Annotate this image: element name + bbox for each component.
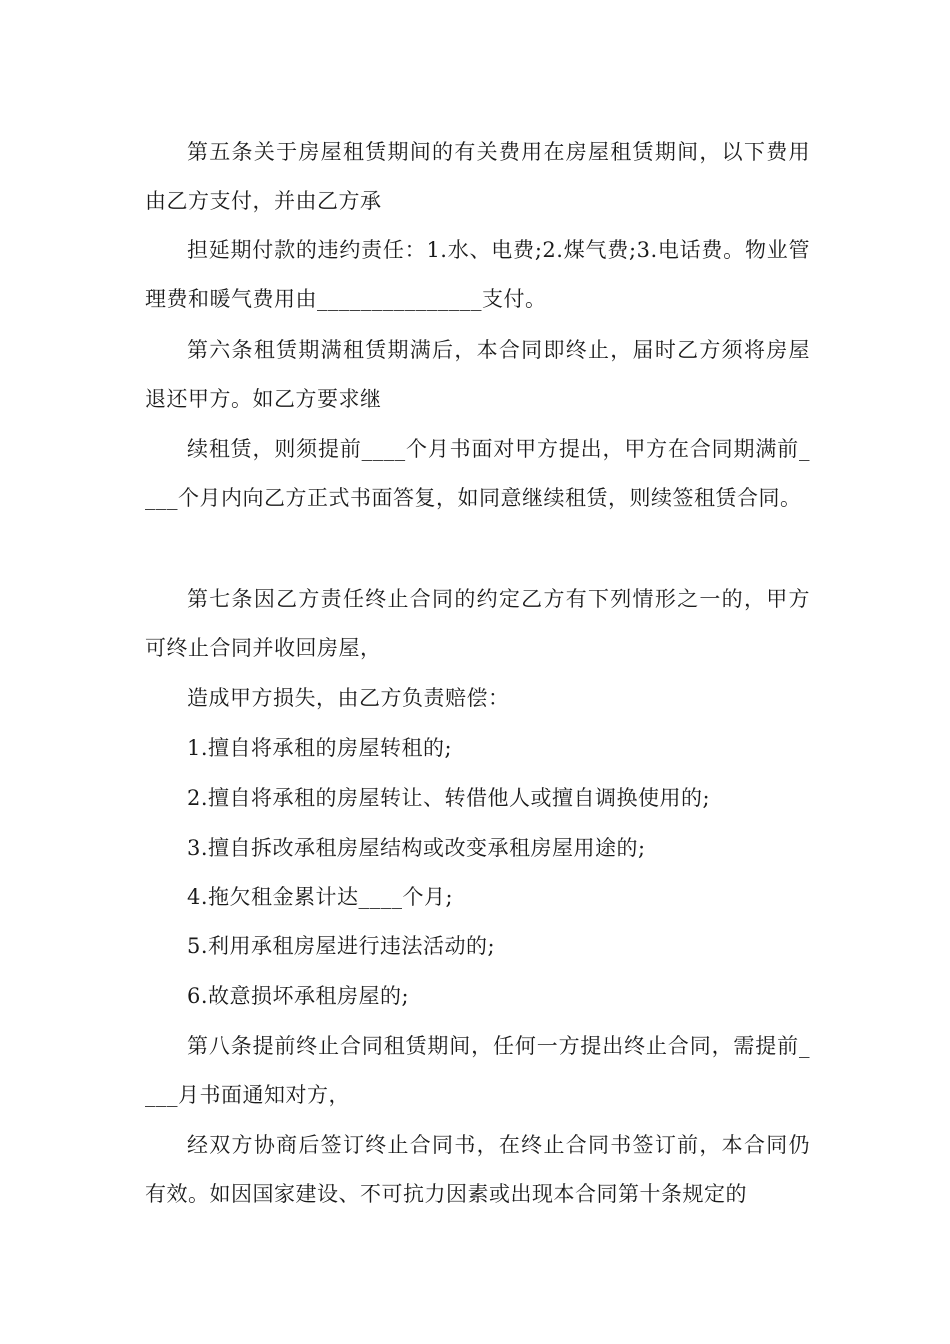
list-item-5: 5.利用承租房屋进行违法活动的; [187, 934, 496, 958]
paragraph-article-7-cont: 造成甲方损失，由乙方负责赔偿： [187, 686, 510, 710]
paragraph-article-8-cont: 经双方协商后签订终止合同书，在终止合同书签订前，本合同仍有效。如因国家建设、不可抗力因素或出现本合同第十条规定的 [145, 1133, 810, 1206]
list-item-1: 1.擅自将承租的房屋转租的; [187, 736, 453, 760]
paragraph-article-5: 第五条关于房屋租赁期间的有关费用在房屋租赁期间，以下费用由乙方支付，并由乙方承 [145, 140, 810, 213]
list-item-2: 2.擅自将承租的房屋转让、转借他人或擅自调换使用的; [187, 786, 711, 810]
paragraph-article-6: 第六条租赁期满租赁期满后，本合同即终止，届时乙方须将房屋退还甲方。如乙方要求继 [145, 338, 810, 411]
list-item-3: 3.擅自拆改承租房屋结构或改变承租房屋用途的; [187, 836, 646, 860]
paragraph-article-5-cont: 担延期付款的违约责任：1.水、电费;2.煤气费;3.电话费。物业管理费和暖气费用由_______________支付。 [145, 238, 810, 311]
paragraph-article-7: 第七条因乙方责任终止合同的约定乙方有下列情形之一的，甲方可终止合同并收回房屋， [145, 587, 810, 660]
list-item-6: 6.故意损坏承租房屋的; [187, 984, 410, 1008]
paragraph-article-6-cont: 续租赁，则须提前____个月书面对甲方提出，甲方在合同期满前____个月内向乙方正式书面答复，如同意继续租赁，则续签租赁合同。 [145, 437, 810, 510]
paragraph-article-8: 第八条提前终止合同租赁期间，任何一方提出终止合同，需提前____月书面通知对方， [145, 1034, 810, 1107]
list-item-4: 4.拖欠租金累计达____个月; [187, 885, 454, 909]
